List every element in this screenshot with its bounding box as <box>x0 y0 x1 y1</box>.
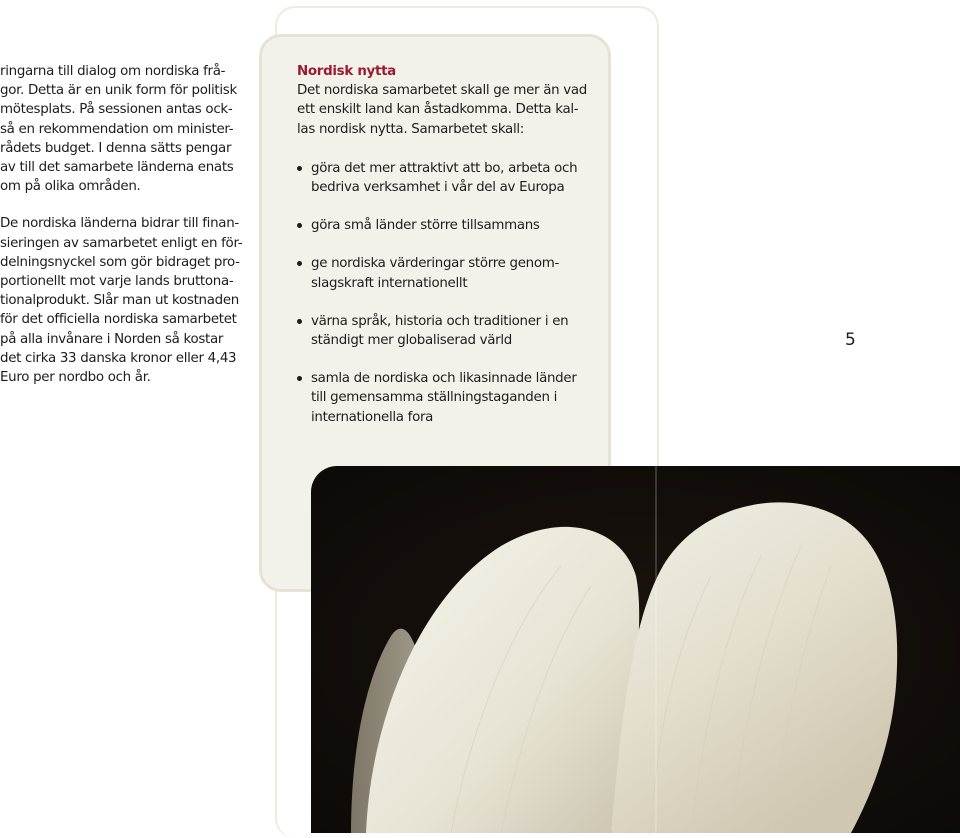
text-line: sieringen av samarbetet enligt en för- <box>0 235 243 251</box>
text-line: internationella fora <box>311 409 434 425</box>
bullet-dot-icon <box>297 261 302 266</box>
text-line: om på olika områden. <box>0 179 141 195</box>
text-line: för det officiella nordiska samarbetet <box>0 312 237 328</box>
fact-box-content <box>297 62 597 427</box>
bullet-dot-icon <box>297 166 302 171</box>
text-line: till gemensamma ställningstaganden i <box>311 390 558 406</box>
bullet-dot-icon <box>297 223 302 228</box>
text-line: tionalprodukt. Slår man ut kostnaden <box>0 293 239 309</box>
text-line: slagskraft internationellt <box>311 275 468 291</box>
text-line: las nordisk nytta. Samarbetet skall: <box>297 121 524 137</box>
text-line: bedriva verksamhet i vår del av Europa <box>311 180 565 196</box>
left-text-column <box>0 62 243 387</box>
flower-illustration <box>311 466 960 833</box>
text-line: De nordiska länderna bidrar till finan- <box>0 216 239 232</box>
text-line: Euro per nordbo och år. <box>0 370 151 386</box>
fact-box-intro <box>297 81 597 139</box>
text-line: samla de nordiska och likasinnade länder <box>311 371 577 387</box>
text-line: rådets budget. I denna sätts pengar <box>0 140 232 156</box>
text-line: ett enskilt land kan åstadkomma. Detta kal- <box>297 102 579 118</box>
bullet-dot-icon <box>297 376 302 381</box>
text-line: mötesplats. På sessionen antas ock- <box>0 102 233 118</box>
text-line: portionellt mot varje lands bruttona- <box>0 274 234 290</box>
text-line: Det nordiska samarbetet skall ge mer än vad <box>297 83 587 99</box>
page-number: 5 <box>845 330 856 350</box>
bullet-dot-icon <box>297 319 302 324</box>
text-line: göra det mer attraktivt att bo, arbeta och <box>311 160 578 176</box>
text-line: delningsnyckel som gör bidraget pro- <box>0 254 240 270</box>
bullet-item <box>297 369 597 427</box>
text-line: värna språk, historia och traditioner i en <box>311 313 569 329</box>
text-line: så en rekommendation om minister- <box>0 121 234 137</box>
bullet-item <box>297 312 597 350</box>
paragraph-1 <box>0 62 236 196</box>
fact-box-title: Nordisk nytta <box>297 64 396 79</box>
bullet-list <box>297 159 597 427</box>
text-line: på alla invånare i Norden så kostar <box>0 331 224 347</box>
text-line: ständigt mer globaliserad värld <box>311 333 512 349</box>
flower-petal-photo <box>311 466 960 833</box>
paragraph-2 <box>0 214 243 387</box>
text-line: gor. Detta är en unik form för politisk <box>0 83 237 99</box>
text-line: det cirka 33 danska kronor eller 4,43 <box>0 350 237 366</box>
text-line: göra små länder större tillsammans <box>311 218 540 234</box>
bullet-item <box>297 159 597 197</box>
text-line: ge nordiska värderingar större genom- <box>311 256 560 272</box>
text-line: av till det samarbete länderna enats <box>0 160 234 176</box>
text-line: ringarna till dialog om nordiska frå- <box>0 64 226 79</box>
bullet-item <box>297 254 597 292</box>
bullet-item <box>297 216 597 235</box>
